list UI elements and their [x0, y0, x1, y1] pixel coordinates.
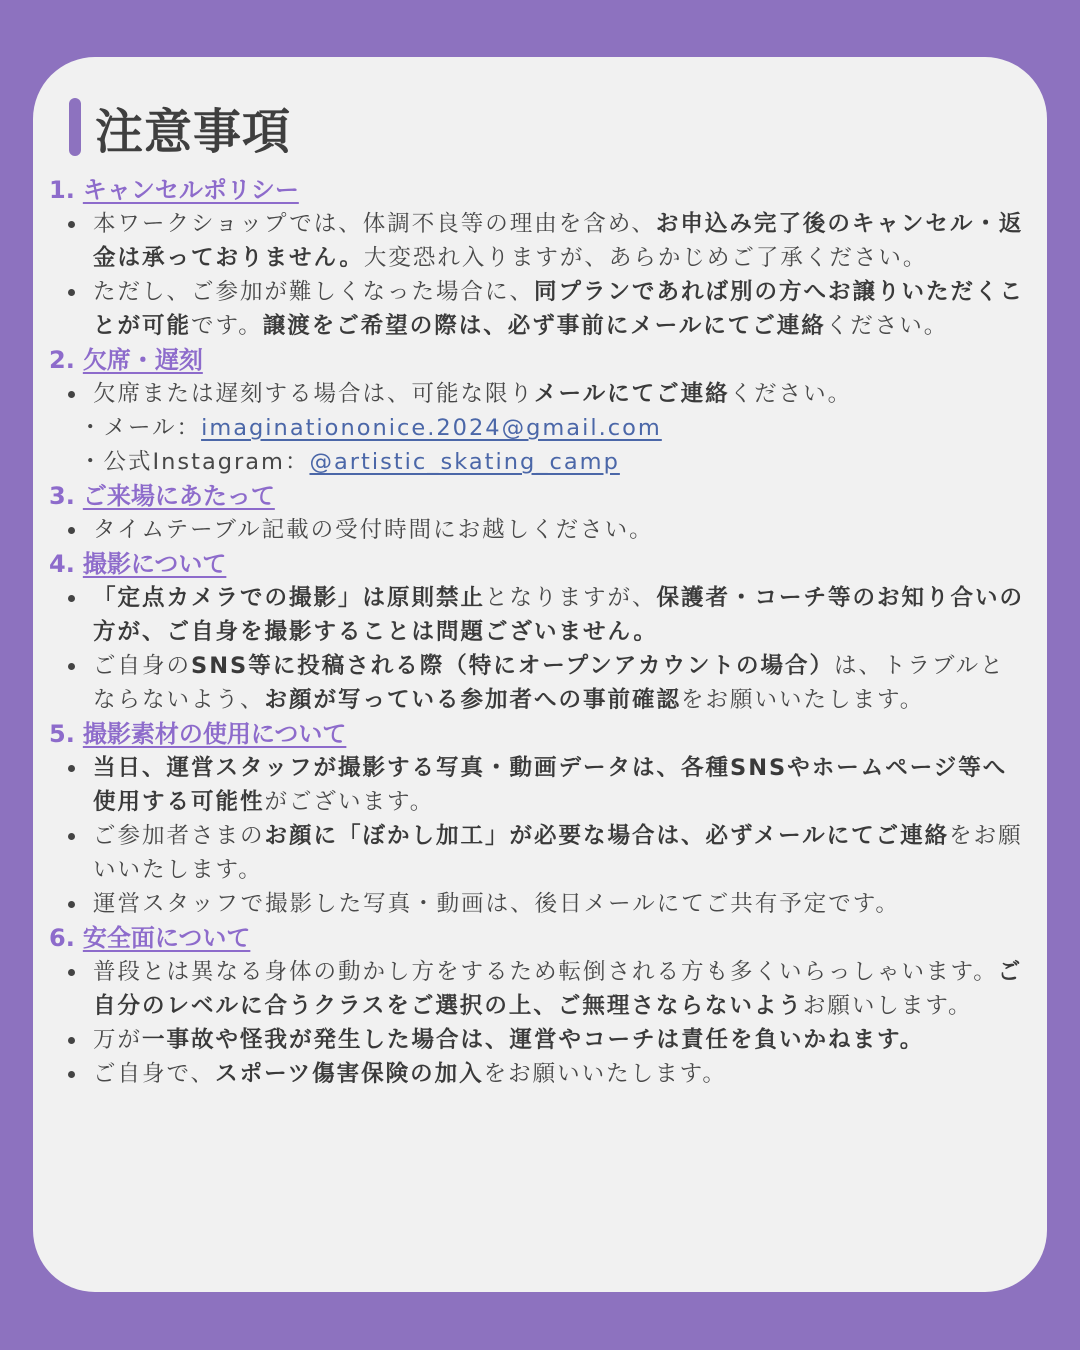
section-number: 3.: [49, 482, 75, 510]
bullet-list: [49, 377, 1029, 411]
text-segment: ご自身の: [93, 653, 192, 679]
section-title-link[interactable]: 欠席・遅刻: [82, 346, 203, 374]
section-number: 2.: [49, 346, 75, 374]
contact-instagram-row: [49, 445, 1029, 479]
contact-email-label: ・メール：: [79, 415, 202, 441]
bold-text: 譲渡をご希望の際は、必ず事前にメールにてご連絡: [262, 313, 826, 339]
section-5: [49, 717, 1029, 921]
list-item: [49, 887, 1029, 921]
bullet-list: [49, 955, 1029, 1091]
bold-text: SNS等に投稿される際（特にオープンアカウントの場合）: [191, 653, 835, 679]
title-accent-bar: [69, 98, 81, 156]
bold-text: 保護者・コーチ等のお知り合いの方が、ご自身を撮影することは問題ございません。: [93, 585, 1025, 645]
section-title-link[interactable]: 安全面について: [82, 924, 251, 952]
section-1: [49, 173, 1029, 343]
section-6: [49, 921, 1029, 1091]
bullet-list: [49, 751, 1029, 921]
section-3: [49, 479, 1029, 547]
text-segment: 欠席または遅刻する場合は、可能な限り: [93, 381, 535, 407]
section-number: 5.: [49, 720, 75, 748]
section-number: 1.: [49, 176, 75, 204]
bold-text: お申込み完了後のキャンセル・返金は承っておりません。: [93, 211, 1024, 271]
text-segment: 普段とは異なる身体の動かし方をするため転倒される方も多くいらっしゃいます。: [93, 959, 998, 985]
notice-card: [33, 57, 1047, 1292]
list-item: [49, 513, 1029, 547]
section-heading: [49, 921, 1029, 955]
text-segment: ご自身で、: [93, 1061, 216, 1087]
text-segment: は、トラブルとならないよう、: [93, 653, 1005, 713]
section-2: [49, 343, 1029, 479]
bold-text: 一事故や怪我が発生した場合は、運営やコーチは責任を負いかねます。: [142, 1027, 925, 1053]
email-link[interactable]: imaginationonice.2024@gmail.com: [201, 415, 662, 441]
list-item: [49, 751, 1029, 819]
contact-instagram-label: ・公式Instagram：: [79, 449, 310, 475]
list-item: [49, 377, 1029, 411]
notice-content: [49, 173, 1029, 1091]
bold-text: 同プランであれば別の方へお譲りいただくことが可能: [93, 279, 1025, 339]
list-item: [49, 955, 1029, 1023]
section-title-link[interactable]: ご来場にあたって: [82, 482, 275, 510]
text-segment: ください。: [729, 381, 853, 407]
section-number: 6.: [49, 924, 75, 952]
list-item: [49, 1057, 1029, 1091]
bold-text: お顔に「ぼかし加工」が必要な場合は、必ずメールにてご連絡: [264, 823, 950, 849]
text-segment: ご参加者さまの: [93, 823, 265, 849]
section-heading: [49, 173, 1029, 207]
text-segment: タイムテーブル記載の受付時間にお越しください。: [93, 517, 654, 543]
text-segment: お願いします。: [802, 993, 973, 1019]
list-item: [49, 581, 1029, 649]
text-segment: となりますが、: [485, 585, 657, 611]
text-segment: 万が: [93, 1027, 143, 1053]
list-item: [49, 819, 1029, 887]
instagram-link[interactable]: @artistic_skating_camp: [309, 449, 620, 475]
section-title-link[interactable]: キャンセルポリシー: [82, 176, 299, 204]
text-segment: ください。: [825, 313, 949, 339]
text-segment: がございます。: [264, 789, 435, 815]
section-title-link[interactable]: 撮影素材の使用について: [82, 720, 347, 748]
section-heading: [49, 479, 1029, 513]
bold-text: メールにてご連絡: [534, 381, 730, 407]
section-title-link[interactable]: 撮影について: [82, 550, 227, 578]
section-number: 4.: [49, 550, 75, 578]
list-item: [49, 275, 1029, 343]
bold-text: お顔が写っている参加者への事前確認: [264, 687, 682, 713]
list-item: [49, 649, 1029, 717]
text-segment: をお願いいたします。: [93, 823, 1023, 883]
section-4: [49, 547, 1029, 717]
text-segment: 運営スタッフで撮影した写真・動画は、後日メールにてご共有予定です。: [93, 891, 900, 917]
list-item: [49, 207, 1029, 275]
text-segment: をお願いいたします。: [483, 1061, 727, 1087]
section-heading: [49, 343, 1029, 377]
section-heading: [49, 547, 1029, 581]
bullet-list: [49, 207, 1029, 343]
bold-text: 当日、運営スタッフが撮影する写真・動画データは、各種SNSやホームページ等へ使用する可能性: [93, 755, 1008, 815]
list-item: [49, 1023, 1029, 1057]
text-segment: をお願いいたします。: [681, 687, 925, 713]
bullet-list: [49, 513, 1029, 547]
text-segment: 本ワークショップでは、体調不良等の理由を含め、: [93, 211, 656, 237]
bullet-list: [49, 581, 1029, 717]
contact-email-row: [49, 411, 1029, 445]
title-row: [69, 97, 292, 160]
text-segment: です。: [191, 313, 263, 339]
section-heading: [49, 717, 1029, 751]
text-segment: ただし、ご参加が難しくなった場合に、: [93, 279, 535, 305]
bold-text: 「定点カメラでの撮影」は原則禁止: [93, 585, 486, 611]
bold-text: スポーツ傷害保険の加入: [215, 1061, 484, 1087]
page-title: 注意事項: [95, 103, 292, 160]
bold-text: ご自分のレベルに合うクラスをご選択の上、ご無理さならないよう: [93, 959, 1023, 1019]
text-segment: 大変恐れ入りますが、あらかじめご了承ください。: [363, 245, 928, 271]
